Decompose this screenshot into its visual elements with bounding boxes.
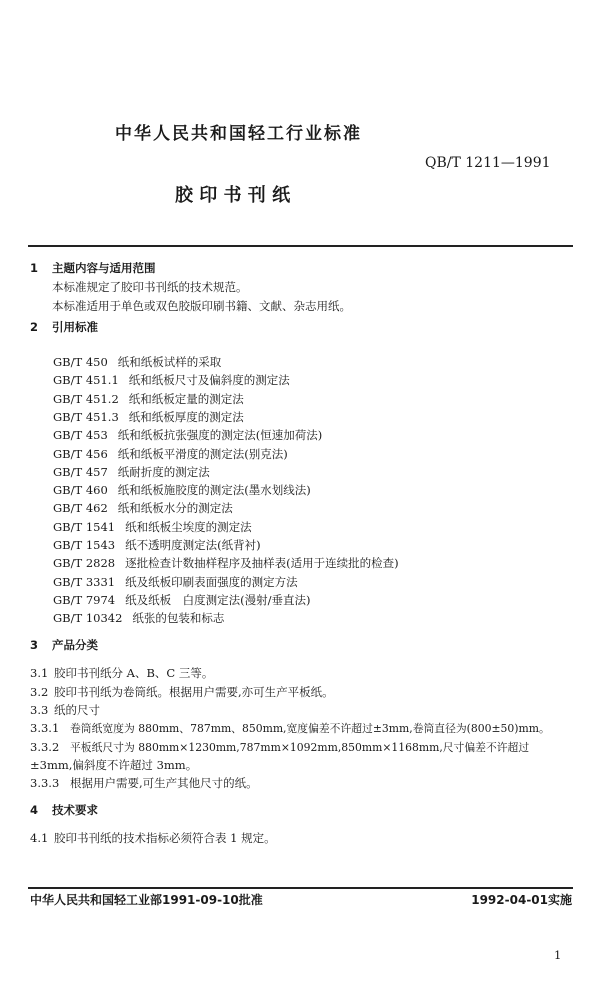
clause [30, 776, 258, 790]
clause-number: 3.3.3 [30, 776, 60, 790]
section-title: 引用标准 [52, 320, 98, 334]
section-number: 2 [30, 320, 39, 334]
section-2-heading [30, 320, 98, 334]
section-3-heading [30, 638, 98, 652]
reference-item [53, 483, 311, 497]
reference-code: GB/T 7974 [53, 592, 116, 607]
clause [30, 758, 197, 772]
reference-item [53, 447, 288, 461]
section-number: 3 [30, 638, 39, 652]
reference-code: GB/T 456 [53, 446, 108, 461]
reference-item [53, 428, 322, 442]
reference-code: GB/T 451.3 [53, 409, 119, 424]
section-1-heading [30, 261, 156, 275]
clause [30, 666, 213, 680]
reference-code: GB/T 453 [53, 428, 108, 443]
clause-number: 4.1 [30, 831, 49, 845]
clause [30, 721, 550, 736]
reference-code: GB/T 450 [53, 355, 108, 369]
clause [30, 685, 334, 699]
reference-title: 纸和纸板抗张强度的测定法(恒速加荷法) [117, 428, 323, 443]
header-rule [28, 245, 573, 247]
reference-title: 纸及纸板 白度测定法(漫射/垂直法) [125, 592, 311, 607]
reference-item [53, 593, 310, 607]
reference-title: 纸和纸板水分的测定法 [117, 501, 233, 516]
clause-number: 3.3.1 [30, 721, 60, 735]
reference-code: GB/T 457 [53, 464, 108, 479]
clause-text: 平板纸尺寸为 880mm×1230mm,787mm×1092mm,850mm×1168mm,尺寸偏差不许超过 [70, 741, 530, 754]
reference-item [53, 373, 290, 387]
section-4-heading [30, 803, 98, 817]
reference-code: GB/T 462 [53, 501, 108, 516]
clause-text: 胶印书刊纸为卷筒纸。根据用户需要,亦可生产平板纸。 [54, 685, 334, 699]
reference-title: 纸耐折度的测定法 [117, 464, 210, 479]
clause-text: 胶印书刊纸的技术指标必须符合表 1 规定。 [54, 831, 276, 845]
reference-item [53, 355, 221, 369]
clause-4-1 [30, 831, 276, 845]
clause-number: 3.1 [30, 666, 49, 680]
clause [30, 703, 100, 717]
reference-code: GB/T 451.2 [53, 391, 119, 406]
section-title: 主题内容与适用范围 [52, 261, 156, 275]
reference-item [53, 520, 252, 534]
section-title: 产品分类 [52, 638, 98, 652]
reference-title: 纸和纸板平滑度的测定法(别克法) [117, 446, 288, 461]
reference-title: 纸和纸板定量的测定法 [128, 391, 244, 406]
reference-title: 纸和纸板施胶度的测定法(墨水划线法) [117, 483, 311, 498]
reference-title: 纸不透明度测定法(纸背衬) [125, 538, 261, 552]
clause-text: 纸的尺寸 [54, 703, 100, 717]
effective-date: 1992-04-01实施 [471, 893, 572, 907]
reference-item [53, 575, 298, 589]
clause-text: ±3mm,偏斜度不许超过 3mm。 [30, 758, 198, 772]
reference-title: 纸和纸板试样的采取 [117, 355, 222, 369]
approval-note: 中华人民共和国轻工业部1991-09-10批准 [30, 893, 263, 907]
reference-title: 纸和纸板尘埃度的测定法 [125, 519, 252, 534]
clause-number: 3.2 [30, 685, 49, 699]
reference-code: GB/T 1541 [53, 519, 116, 534]
reference-item [53, 392, 244, 406]
clause-text: 胶印书刊纸分 A、B、C 三等。 [54, 666, 214, 680]
reference-item [53, 556, 399, 570]
reference-item [53, 410, 244, 424]
page-number: 1 [554, 948, 562, 962]
clause-number: 3.3.2 [30, 740, 60, 754]
reference-code: GB/T 2828 [53, 556, 116, 571]
reference-code: GB/T 10342 [53, 611, 123, 626]
reference-code: GB/T 3331 [53, 574, 116, 589]
reference-item [53, 611, 224, 625]
reference-code: GB/T 1543 [53, 538, 116, 552]
paragraph: 本标准规定了胶印书刊纸的技术规范。 [52, 280, 248, 294]
section-number: 4 [30, 803, 39, 817]
issuer-title: 中华人民共和国轻工行业标准 [115, 124, 362, 144]
footer-rule [28, 887, 573, 889]
reference-item [53, 465, 210, 479]
section-number: 1 [30, 261, 39, 275]
reference-code: GB/T 460 [53, 483, 108, 498]
document-title: 胶 印 书 刊 纸 [175, 185, 291, 206]
clause [30, 740, 529, 755]
clause-text: 根据用户需要,可生产其他尺寸的纸。 [70, 776, 258, 790]
standard-code: QB/T 1211—1991 [425, 155, 551, 171]
section-title: 技术要求 [52, 803, 98, 817]
reference-title: 纸和纸板厚度的测定法 [128, 409, 244, 424]
clause-number: 3.3 [30, 703, 49, 717]
reference-title: 纸和纸板尺寸及偏斜度的测定法 [128, 373, 290, 388]
reference-title: 纸及纸板印刷表面强度的测定方法 [125, 574, 298, 589]
paragraph: 本标准适用于单色或双色胶版印刷书籍、文献、杂志用纸。 [52, 299, 351, 313]
reference-item [53, 501, 233, 515]
reference-code: GB/T 451.1 [53, 373, 119, 388]
reference-title: 逐批检查计数抽样程序及抽样表(适用于连续批的检查) [125, 556, 399, 571]
reference-item [53, 538, 261, 552]
reference-title: 纸张的包装和标志 [132, 611, 225, 626]
clause-text: 卷筒纸宽度为 880mm、787mm、850mm,宽度偏差不许超过±3mm,卷筒直径为(800±50)mm。 [70, 722, 550, 735]
